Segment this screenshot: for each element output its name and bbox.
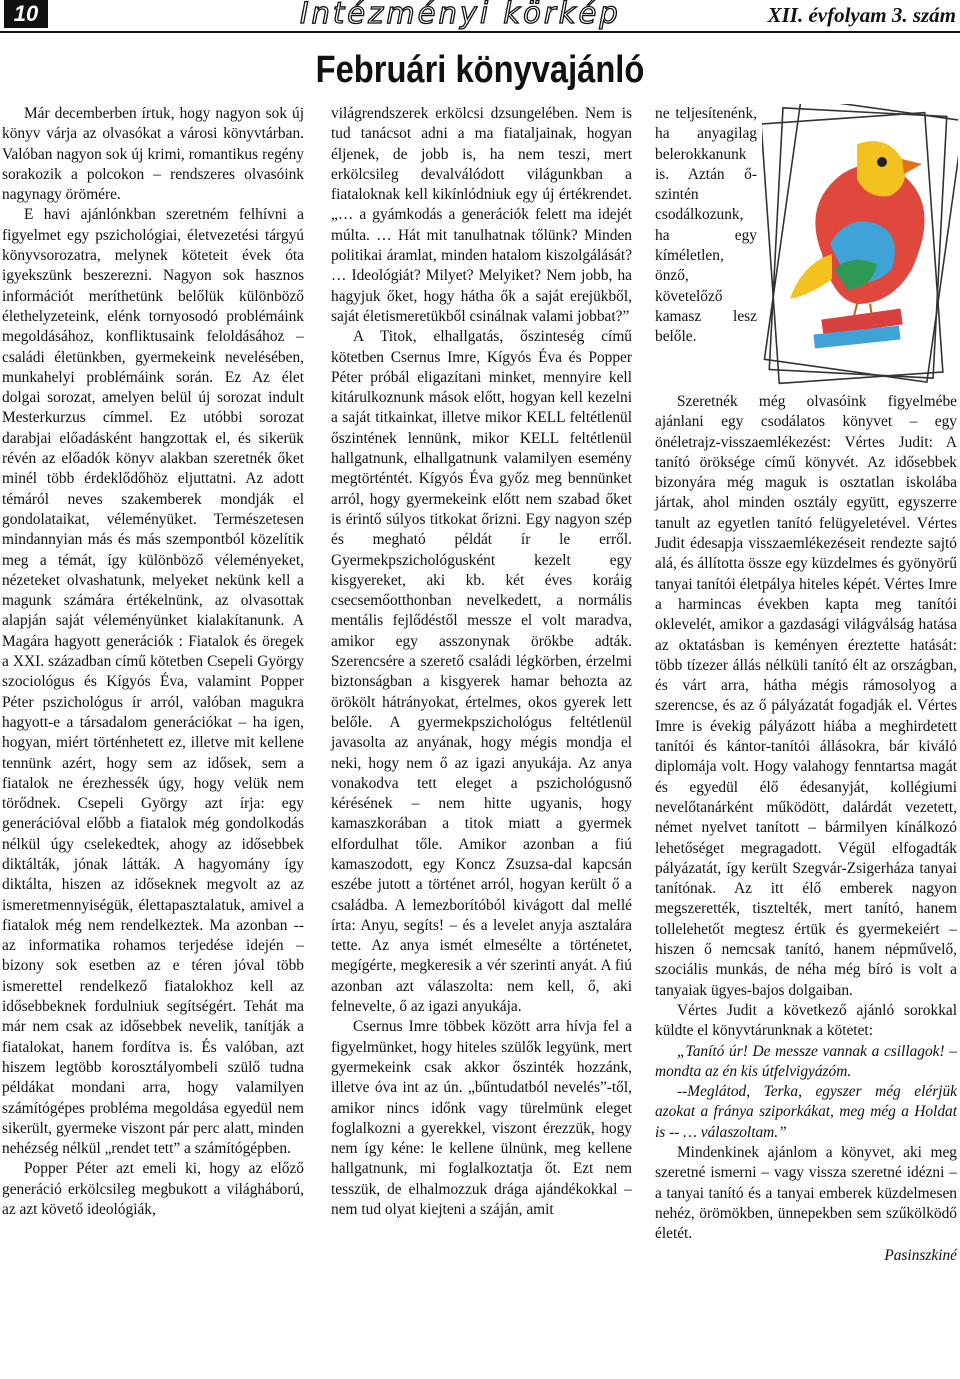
- paragraph: A Titok, elhallgatás, őszinteség című kötetben Csernus Imre, Kígyós Éva és Popper Péter próbál eligazítani minket, mennyire kell kitárulkoznunk mások előtt, hogyan kell kezelni a saját titkainkat, illetve mikor KELL feltétlenül őszintének lennünk, mikor KELL feltétlenül hallgatnunk, elhallgatnunk valamilyen esemény megtörténtét. Kígyós Éva győz meg bennünket arról, hogy gyermekeink előtt nem szabad őket is érintő súlyos titkokat őrizni. Egy nagyon szép és megható példát ír le erről. Gyermekpszichológusként kezelt egy kisgyereket, aki kb. két éves koráig csecsemőotthonban nevelkedett, a normális mentális fejlődéstől messze el volt maradva, amikor egy asszonynak örökbe adták. Szerencsére a szerető családi légkörben, érzelmi biztonságban a kisgyerek hamar behozta az örökölt hátrányokat, értelmes, okos gyerek lett belőle. A gyermekpszichológus feltétlenül javasolta az anyának, hogy mégis mondja el neki, hogy nem ő az igazi anyukája. Az anya vonakodva tett eleget a pszichológusnő kérésének – nem hitte ugyanis, hogy kamaszkorában a titok miatt a gyermek elfordulhat tőle. Amikor azonban a fiú kamaszodott, egy Koncz Zsuzsa-dal kapcsán eszébe jutott a történet arról, hogyan került ő a családba. A lemezborítóból kivágott dal mellé írta: Anyu, segíts! – és a levelet anyja asztalára tette. Az anya ismét elmesélte a történetet, megígérte, megkeresik a vér szerinti anyát. A fiú azonban azt válaszolta: nem kell, ő, aki felnevelte, ő az igazi anyukája.: [331, 328, 632, 1016]
- author-signature: Pasinszkiné: [884, 1247, 957, 1265]
- section-title: Intézményi körkép: [300, 0, 621, 30]
- paragraph: Már decemberben írtuk, hogy nagyon sok új könyv várja az olvasókat a városi könyvtárban. Valóban nagyon sok új krimi, romantikus regény sorakozik a polcokon – rendszeres olvasóink nagynagy örömére.: [2, 105, 304, 204]
- quote: --Meglátod, Terka, egyszer még elérjük azokat a fránya sziporkákat, meg még a Holdat is -- … válaszoltam.”: [655, 1083, 957, 1141]
- page-number: 10: [4, 0, 48, 28]
- paragraph: Csernus Imre többek között arra hívja fel a figyelmünket, hogy hiteles szülők legyünk, mert gyermekeink csak akkor őszinték hozzánk, illetve óva int az ún. „bűntudatból nevelés”-től, amikor nincs időnk vagy türelmünk eleget foglalkozni a gyerekkel, viszont érezzük, hogy nem így kéne: le kellene ülnünk, meg kellene hallgatnunk, mi foglalkoztatja őt. Ezt nem tesszük, de elhalmozzuk drága ajándékokkal – nem tud olyat kiejteni a száján, amit: [331, 1018, 632, 1219]
- column-2: [331, 104, 632, 1220]
- paragraph: ne teljesítenénk, ha anyagilag belerokkanunk is. Aztán ő-szintén csodálkozunk, ha egy kíméletlen, önző, követelőző kamasz lesz belőle.: [655, 105, 757, 346]
- bird-book-illustration: [762, 104, 958, 386]
- paragraph: E havi ajánlónkban szeretném felhívni a figyelmet egy pszichológiai, életvezetési tárgyú könyvsorozatra, melynek köteteit évek óta igyekszünk beszerezni. Nagyon sok hasznos információt meríthetünk belőlük különböző élethelyzeteink, elénk tornyosodó problémáink megoldásához, konfliktusaink feloldásához – családi életünkben, gyermekeink nevelésében, munkahelyi problémáink során. Ez Az élet dolgai sorozat, amelyen belül új sorozat indult Mesterkurzus címmel. Ez utóbbi sorozat darabjai előadásként hangzottak el, és sikerük révén az előadók könyv alakban szeretnék őket minél több érdeklődőhöz eljuttatni. Az adott témáról neves szakemberek mondják el gondolataikat, véleményüket. Természetesen mindannyian más és más szempontból közelítik meg a témát, így különböző véleményeket, nézeteket olvashatunk, melyeket nekünk kell a magunk számára értékelnünk, az olvasottak alapján saját véleményünket kialakítanunk. A Magára hagyott generációk : Fiatalok és öregek a XXI. században című kötetben Csepeli György szociológus és Kígyós Éva, valamint Popper Péter pszichológus ír arról, valóban magukra hagyott-e a társadalom generációkat – ha igen, hogyan, miért történhetett ez, illetve mit kellene tennünk azért, hogy sem az idősek, sem a fiatalok ne érezhessék úgy, hogy velük nem törődnek. Csepeli György azt írja: egy generációval előbb a fiatalok még gondolkodás nélkül úgy cselekedtek, ahogy az idősebbek diktálták, jónak látták. A hagyomány így diktálta, hiszen az időseknek megvolt az az ismeretmennyiségük, élettapasztalatuk, amivel a fiatalok még nem rendelkeztek. Ma azonban -- az informatika rohamos terjedése idején – bizony sok esetben az e téren jóval több ismerettel rendelkező fiatalokhoz kell az idősebbeknek fordulniuk segítségért. Tehát ma már nem csak az idősebbek nevelik, tanítják a fiatalokat, hanem fordítva is. És valóban, azt hiszem legtöbb korosztályombeli szülő tudna példákat mondani arra, hogy valamilyen számítógépes probléma megoldása egyedül nem sikerült, gyermeke viszont pár perc alatt, minden nehézség nélkül „rendet tett” a számítógépben.: [2, 206, 304, 1158]
- paragraph: Vértes Judit a következő ajánló sorokkal küldte el könyvtárunknak a kötetet:: [655, 1001, 957, 1040]
- paragraph: Mindenkinek ajánlom a könyvet, aki meg szeretné ismerni – vagy vissza szeretné idézni – a tanyai tanító és a tanyai emberek küzdelmesen nehéz, örömökben, ünnepekben sem szűkölködő életét.: [655, 1143, 957, 1243]
- column-3: [655, 392, 957, 1267]
- column-3-top: [655, 104, 757, 348]
- page-header: [0, 0, 960, 30]
- column-1: [2, 104, 304, 1220]
- paragraph: világrendszerek erkölcsi dzsungelében. Nem is tud tanácsot adni a ma fiataljainak, hogyan éljenek, de jobb is, ha nem teszi, mert erkölcsileg devalválódott világunkban a fiataloknak kell kikínlódniuk egy új értékrendet. „… a gyámkodás a generációk felett ma idejét múlta. … Hát mit tanulhatnak tőlünk? Minden politikai áramlat, minden hatalom kiszolgálását? … Ideológiát? Milyet? Melyiket? Nem jobb, ha hagyjuk őket, hogy hátha ők a saját erejükből, saját életismeretükből csinálnak valami jobbat?”: [331, 105, 632, 325]
- article-title: Februári könyvajánló: [315, 49, 645, 91]
- paragraph: Popper Péter azt emeli ki, hogy az előző generáció erkölcsileg megbukott a világháború, az azt követő ideológiák,: [2, 1160, 304, 1219]
- volume-label: XII. évfolyam 3. szám: [767, 3, 956, 27]
- quote: „Tanító úr! De messze vannak a csillagok! – mondta az én kis útfelvigyázóm.: [655, 1042, 957, 1080]
- header-rule: [0, 31, 960, 33]
- paragraph: Szeretnék még olvasóink figyelmébe ajánlani egy csodálatos könyvet – egy önéletrajz-visszaemlékezést: Vértes Judit: A tanító öröksége című könyvét. Az idősebbek bizonyára még maguk is osztatlan iskolába jártak, ahol minden osztály együtt, egyszerre tanult az egyetlen tanító felügyeletével. Vértes Judit édesapja visszaemlékezéseit rendezte sajtó alá, és állította össze egy küzdelmes és gyönyörű tanyai tanítói életpálya hiteles képét. Vértes Imre a harmincas években kapta meg tanítói oklevelét, amikor a gazdasági világválság hatása az oktatásban is keményen éreztette hatását: több tízezer állás nélküli tanító élt az országban, és várt arra, hátha mégis rámosolyog a szerencse, és az ő pályázatát fogadják el. Vértes Imre is évekig pályázott hiába a meghirdetett tanítói és kántor-tanítói állásokra, bár kiváló diplomája volt. Hogy valahogy fenntartsa magát és egyedül élő édesanyját, kollégiumi nevelőtanárként működött, dalárdát vezetett, német nyelvet tanított – bármilyen kínálkozó lehetőséget megragadott. Végül elfogadták pályázatát, így került Szegvár-Zsigerháza tanyai tanítónak. Az itt élő emberek nagyon megszerették, tisztelték, mert tanító, hanem tollelehetőt megtesz értük és gyermekeiért – hiszen ő nemcsak tanító, hanem népművelő, szociális munkás, de néha még bíró is volt a tanyaiak ügyes-bajos dolgaiban.: [655, 393, 957, 999]
